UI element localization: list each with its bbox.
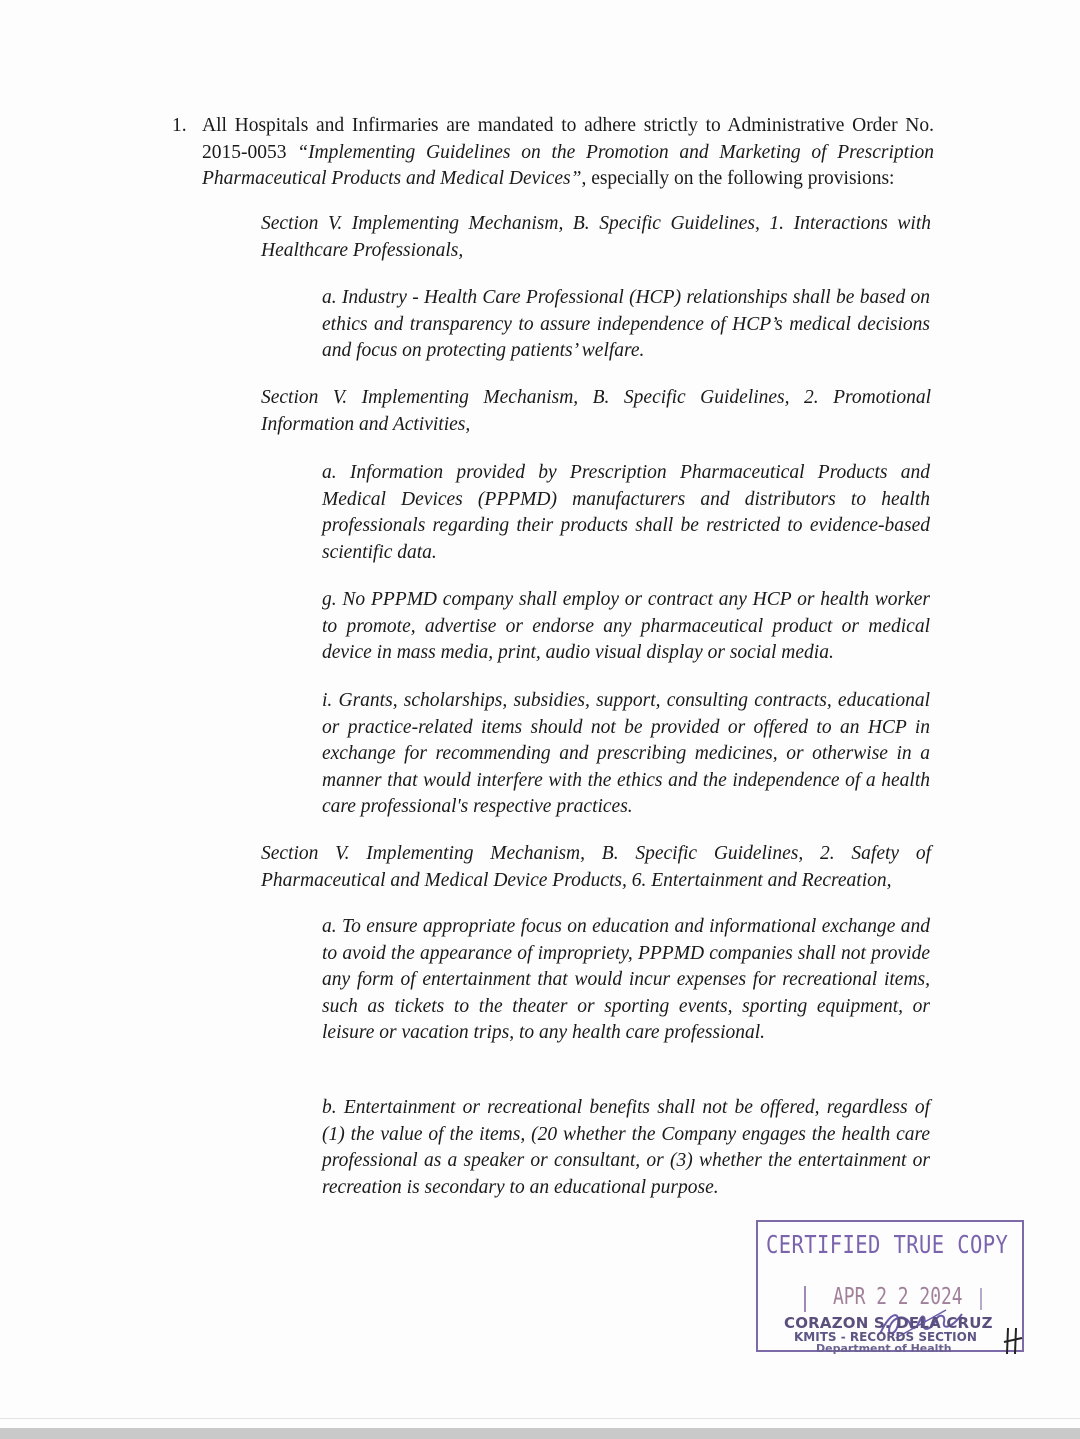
item-text-after: , especially on the following provisions:	[581, 168, 895, 189]
order-title: “Implementing Guidelines on the Promotion and Marketing of Prescription Pharmaceutical Products and Medical Devices”	[202, 141, 934, 189]
item-text-before: All Hospitals and Infirmaries are mandated to adhere strictly to Administrative Order No. 2015-0053	[202, 115, 934, 163]
stamp-title: CERTIFIED TRUE COPY	[766, 1230, 1009, 1259]
item-text	[202, 113, 934, 193]
stamp-signatory-name: CORAZON S. DELA CRUZ	[784, 1314, 993, 1332]
certified-true-copy-stamp	[756, 1220, 1024, 1355]
section-heading-entertainment: Section V. Implementing Mechanism, B. Specific Guidelines, 2. Safety of Pharmaceutical and Medical Device Products, 6. Entertainment and Recreation,	[261, 843, 931, 891]
provision-6b: b. Entertainment or recreational benefits shall not be offered, regardless of (1) the value of the items, (20 whether the Company engages the health care professional as a speaker or consultant, or (3) whether the entertainment or recreation is secondary to an educational purpose.	[322, 1097, 930, 1198]
item-number: 1.	[172, 115, 187, 136]
initials-icon	[1002, 1326, 1024, 1356]
provision-2i: i. Grants, scholarships, subsidies, support, consulting contracts, educational or practice-related items should not be provided or offered to an HCP in exchange for recommending and prescribing medicines, or otherwise in a manner that would interfere with the ethics and the independence of a health care professional's respective practices.	[322, 690, 930, 817]
numbered-item-1	[172, 113, 934, 193]
stamp-department: Department of Health	[816, 1342, 952, 1355]
provision-2a: a. Information provided by Prescription Pharmaceutical Products and Medical Devices (PPPMD) manufacturers and distributors to health professionals regarding their products shall be restricted to evidence-based scientific data.	[322, 462, 930, 563]
section-heading-interactions: Section V. Implementing Mechanism, B. Specific Guidelines, 1. Interactions with Healthcare Professionals,	[261, 213, 931, 261]
provision-1a: a. Industry - Health Care Professional (HCP) relationships shall be based on ethics and transparency to assure independence of HCP’s medical decisions and focus on protecting patients’ welfare.	[322, 287, 930, 361]
stamp-tick-left	[804, 1286, 806, 1312]
page-bottom-edge	[0, 1428, 1080, 1439]
stamp-tick-right	[980, 1288, 982, 1310]
section-heading-promotional: Section V. Implementing Mechanism, B. Specific Guidelines, 2. Promotional Information and Activities,	[261, 387, 931, 435]
stamp-date: APR 2 2 2024	[833, 1284, 963, 1310]
provision-6a: a. To ensure appropriate focus on education and informational exchange and to avoid the appearance of impropriety, PPPMD companies shall not provide any form of entertainment that would incur expenses for recreational items, such as tickets to the theater or sporting events, sporting equipment, or leisure or vacation trips, to any health care professional.	[322, 916, 930, 1043]
provision-2g: g. No PPPMD company shall employ or contract any HCP or health worker to promote, advertise or endorse any pharmaceutical product or medical device in mass media, print, audio visual display or social media.	[322, 589, 930, 663]
stamp-office: KMITS - RECORDS SECTION	[794, 1330, 977, 1344]
page-edge-line	[0, 1418, 1080, 1419]
